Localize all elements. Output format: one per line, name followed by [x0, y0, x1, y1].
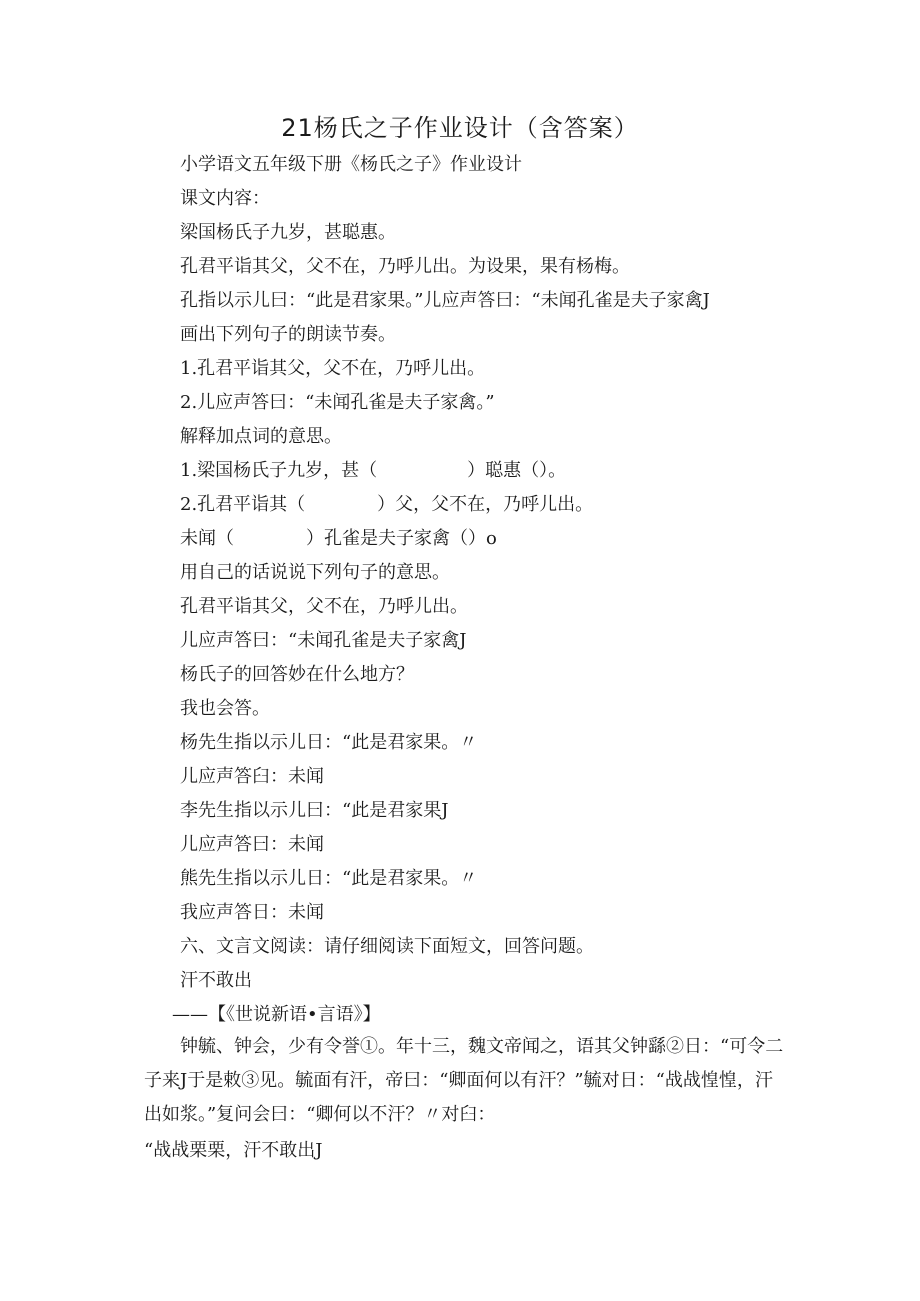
question-line: 画出下列句子的朗读节奏。 — [180, 324, 396, 345]
passage-source: ——【《世说新语•言语》】 — [172, 1004, 381, 1025]
text-line: 课文内容： — [180, 188, 270, 209]
document-title: 21杨氏之子作业设计（含答案） — [281, 114, 639, 142]
exercise-line: 儿应声答曰：未闻 — [180, 834, 324, 855]
question-line: 用自己的话说说下列句子的意思。 — [180, 562, 450, 583]
passage-paragraph: 钟毓、钟会，少有令誉①。年十三，魏文帝闻之，语其父钟繇②日：“可令二子来J于是敕③见。毓面有汗，帝曰：“卿面何以有汗？”毓对日：“战战惶惶，汗出如浆。”复问会曰：“卿何以不汗？〃对臼： — [144, 1036, 784, 1125]
exercise-line: 李先生指以示儿曰：“此是君家果J — [180, 800, 449, 821]
exercise-line: 我应声答日：未闻 — [180, 902, 324, 923]
text-line: 孔君平诣其父，父不在，乃呼儿出。为设果，果有杨梅。 — [180, 256, 630, 277]
question-line: 杨氏子的回答妙在什么地方？ — [180, 664, 414, 685]
question-item: 2.孔君平诣其（ ）父，父不在，乃呼儿出。 — [180, 494, 594, 515]
question-item: 2.儿应声答曰：“未闻孔雀是夫子家禽。” — [180, 392, 495, 413]
exercise-line: 熊先生指以示儿日：“此是君家果。〃 — [180, 868, 478, 889]
question-item: 孔君平诣其父，父不在，乃呼儿出。 — [180, 596, 468, 617]
question-line: 解释加点词的意思。 — [180, 426, 342, 447]
question-line: 我也会答。 — [180, 698, 270, 719]
question-item: 儿应声答曰：“未闻孔雀是夫子家禽J — [180, 630, 467, 651]
question-item: 1.梁国杨氏子九岁，甚（ ）聪惠（）。 — [180, 460, 567, 481]
question-item: 未闻（ ）孔雀是夫子家禽（）o — [180, 528, 497, 549]
question-item: 1.孔君平诣其父，父不在，乃呼儿出。 — [180, 358, 486, 379]
text-line: 梁国杨氏子九岁，甚聪惠。 — [180, 222, 396, 243]
section-heading: 六、文言文阅读：请仔细阅读下面短文，回答问题。 — [180, 936, 594, 957]
passage-last-line: “战战栗栗，汗不敢出J — [144, 1140, 323, 1161]
subtitle-line: 小学语文五年级下册《杨氏之子》作业设计 — [180, 154, 522, 175]
exercise-line: 杨先生指以示儿日：“此是君家果。〃 — [180, 732, 478, 753]
text-line: 孔指以示儿曰：“此是君家果。”儿应声答曰：“未闻孔雀是夫子家禽J — [180, 290, 710, 311]
exercise-line: 儿应声答臼：未闻 — [180, 766, 324, 787]
passage-title: 汗不敢出 — [180, 970, 252, 991]
